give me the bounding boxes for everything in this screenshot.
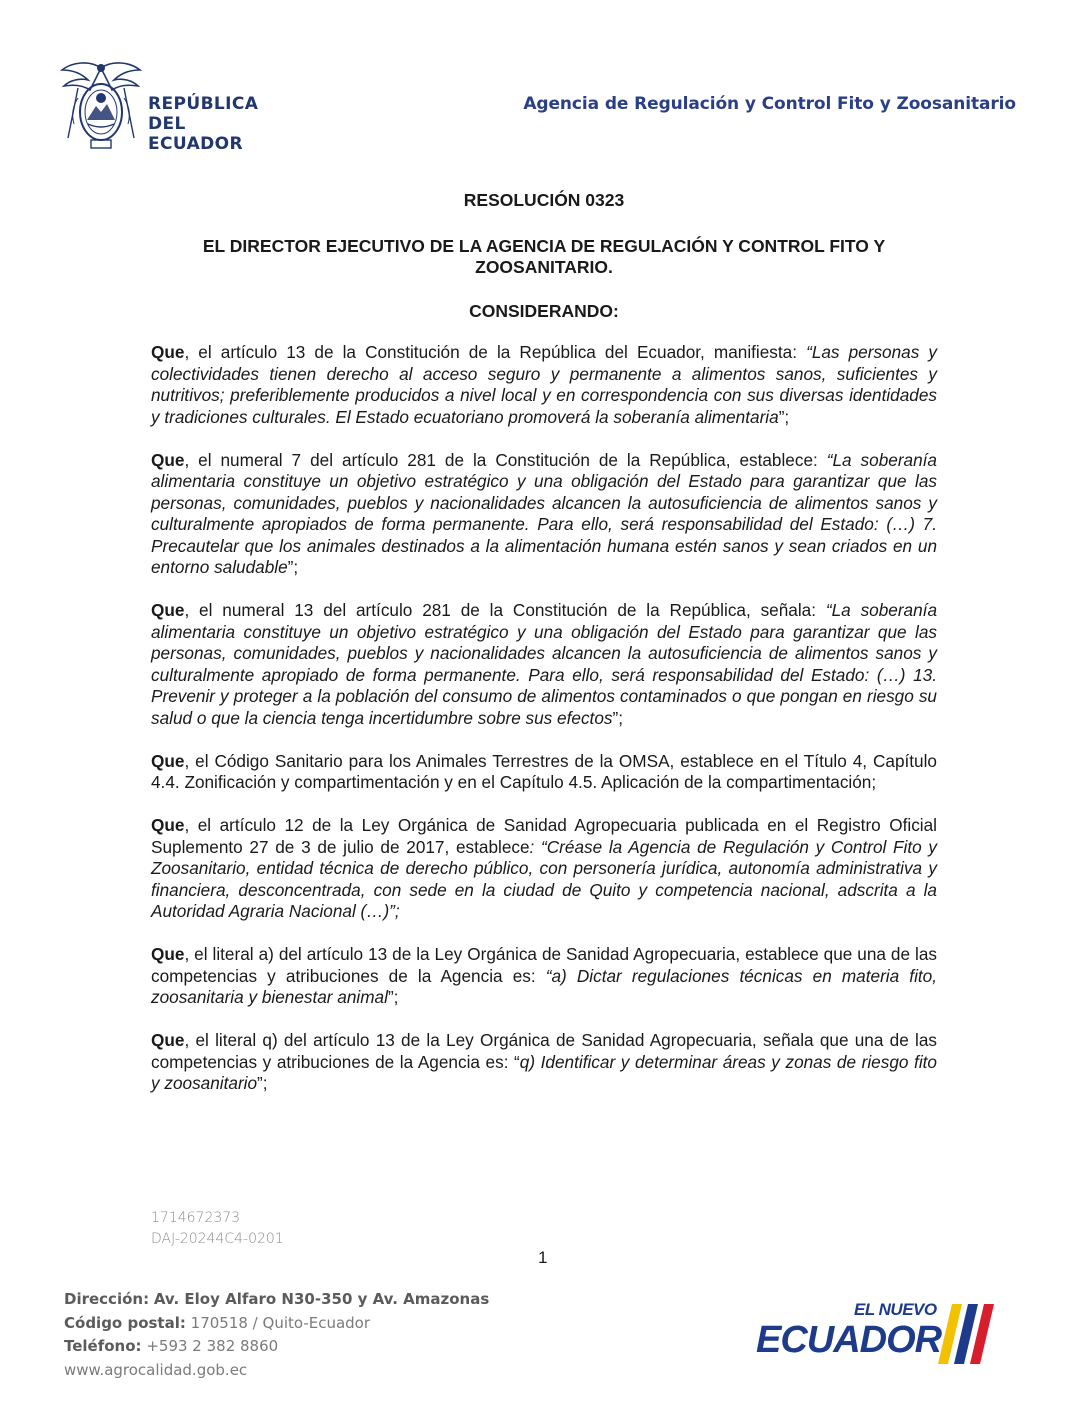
consideration-paragraph bbox=[151, 600, 937, 729]
consideration-paragraph bbox=[151, 944, 937, 1009]
considerations-body bbox=[151, 342, 937, 1116]
consideration-paragraph bbox=[151, 751, 937, 794]
document-references bbox=[151, 1208, 284, 1250]
paragraph-quote: “La soberanía alimentaria constituye un objetivo estratégico y una obligación del Estado para garantizar que las personas, comunidades, pueblos y nacionalidades alcancen la autosuficiencia de alimentos sanos y culturalmente apropiados de forma permanente. Para ello, será responsabilidad del Estado: (…) 7. Precautelar que los animales destinados a la alimentación humana estén sanos y sean criados en un entorno saludable bbox=[151, 449, 937, 577]
consideration-paragraph bbox=[151, 1030, 937, 1095]
agency-name: Agencia de Regulación y Control Fito y Zoosanitario bbox=[523, 94, 1016, 114]
paragraph-end: ”; bbox=[287, 557, 299, 577]
coat-of-arms-icon bbox=[60, 58, 142, 152]
page-number: 1 bbox=[538, 1248, 548, 1267]
paragraph-lead: Que bbox=[151, 750, 185, 771]
paragraph-lead: Que bbox=[151, 600, 185, 620]
paragraph-text: , el artículo 12 de la Ley Orgánica de Sanidad Agropecuaria publicada en el Registro Oficial Suplemento 27 de 3 de julio de 2017, establece bbox=[151, 815, 937, 857]
reference-code: DAJ-20244C4-0201 bbox=[151, 1231, 284, 1247]
footer-phone bbox=[64, 1335, 489, 1359]
paragraph-quote: q) Identificar y determinar áreas y zonas de riesgo fito y zoosanitario bbox=[151, 1051, 937, 1093]
consideration-paragraph bbox=[151, 815, 937, 923]
paragraph-lead: Que bbox=[151, 944, 185, 964]
phone-label: Teléfono: bbox=[64, 1337, 142, 1355]
footer-address bbox=[64, 1288, 489, 1312]
country-line-2: DEL ECUADOR bbox=[148, 114, 243, 154]
paragraph-quote: : “Créase la Agencia de Regulación y Control Fito y Zoosanitario, entidad técnica de derecho público, con personería jurídica, autonomía administrativa y financiera, desconcentrada, con sede en la ciudad de Quito y competencia nacional, adscrita a la Autoridad Agraria Nacional (…)”; bbox=[151, 836, 937, 921]
reference-number: 1714672373 bbox=[151, 1210, 241, 1226]
address-label: Dirección: bbox=[64, 1290, 150, 1308]
website-link[interactable]: www.agrocalidad.gob.ec bbox=[64, 1360, 248, 1379]
paragraph-lead: Que bbox=[151, 342, 185, 362]
footer-website[interactable] bbox=[64, 1359, 489, 1383]
paragraph-text: , el numeral 13 del artículo 281 de la Constitución de la República, señala: bbox=[184, 600, 826, 620]
paragraph-lead: Que bbox=[151, 1030, 185, 1050]
brand-small-text: EL NUEVO bbox=[854, 1300, 937, 1319]
footer-contact bbox=[64, 1288, 489, 1382]
country-wordmark bbox=[148, 94, 270, 154]
consideration-paragraph bbox=[151, 450, 937, 579]
brand-big-text: ECUADOR bbox=[756, 1319, 942, 1361]
address-value: Av. Eloy Alfaro N30-350 y Av. Amazonas bbox=[153, 1290, 490, 1308]
paragraph-text: , el literal q) del artículo 13 de la Ley Orgánica de Sanidad Agropecuaria, señala que una de las competencias y atribuciones de la Agencia es: “ bbox=[151, 1030, 937, 1072]
paragraph-end: ”; bbox=[778, 406, 790, 427]
paragraph-end: ”; bbox=[387, 987, 399, 1007]
phone-value: +593 2 382 8860 bbox=[146, 1337, 279, 1355]
paragraph-lead: Que bbox=[151, 815, 185, 835]
paragraph-quote: “a) Dictar regulaciones técnicas en materia fito, zoosanitaria y bienestar animal bbox=[151, 965, 938, 1007]
postal-value: 170518 / Quito-Ecuador bbox=[190, 1313, 371, 1332]
paragraph-lead: Que bbox=[151, 449, 185, 470]
director-title: EL DIRECTOR EJECUTIVO DE LA AGENCIA DE REGULACIÓN Y CONTROL FITO Y ZOOSANITARIO. bbox=[202, 236, 886, 277]
considerando-heading: CONSIDERANDO: bbox=[469, 301, 619, 321]
paragraph-end: ”; bbox=[612, 707, 623, 728]
flag-stripes-icon bbox=[938, 1302, 1008, 1366]
republic-logo bbox=[60, 58, 270, 158]
paragraph-text: , el artículo 13 de la Constitución de la República del Ecuador, manifiesta: bbox=[184, 342, 807, 362]
postal-label: Código postal: bbox=[64, 1313, 186, 1332]
paragraph-quote: “Las personas y colectividades tienen derecho al acceso seguro y permanente a alimentos sanos, suficientes y nutritivos; preferiblemente producidos a nivel local y en correspondencia con sus diversas identidades y tradiciones culturales. El Estado ecuatoriano promoverá la soberanía alimentaria bbox=[151, 342, 937, 427]
paragraph-end: ”; bbox=[257, 1073, 268, 1093]
paragraph-text: , el Código Sanitario para los Animales Terrestres de la OMSA, establece en el Título 4, Capítulo 4.4. Zonificación y compartimentación y en el Capítulo 4.5. Aplicación de la compartimentación; bbox=[151, 750, 937, 792]
paragraph-text: , el literal a) del artículo 13 de la Ley Orgánica de Sanidad Agropecuaria, establece que una de las competencias y atribuciones de la Agencia es: bbox=[151, 944, 937, 986]
el-nuevo-ecuador-logo bbox=[756, 1300, 1016, 1372]
paragraph-quote: “La soberanía alimentaria constituye un objetivo estratégico y una obligación del Estado para garantizar que las personas, comunidades, pueblos y nacionalidades alcancen la autosuficiencia de alimentos sanos y culturalmente apropiado de forma permanente. Para ello, será responsabilidad del Estado: (…) 13. Prevenir y proteger a la población del consumo de alimentos contaminados o que pongan en riesgo su salud o que la ciencia tenga incertidumbre sobre sus efectos bbox=[151, 600, 938, 728]
resolution-title: RESOLUCIÓN 0323 bbox=[463, 190, 625, 210]
country-line-1: REPÚBLICA bbox=[148, 94, 259, 114]
consideration-paragraph bbox=[151, 342, 937, 428]
paragraph-text: , el numeral 7 del artículo 281 de la Constitución de la República, establece: bbox=[184, 449, 827, 470]
footer-postal bbox=[64, 1312, 489, 1336]
